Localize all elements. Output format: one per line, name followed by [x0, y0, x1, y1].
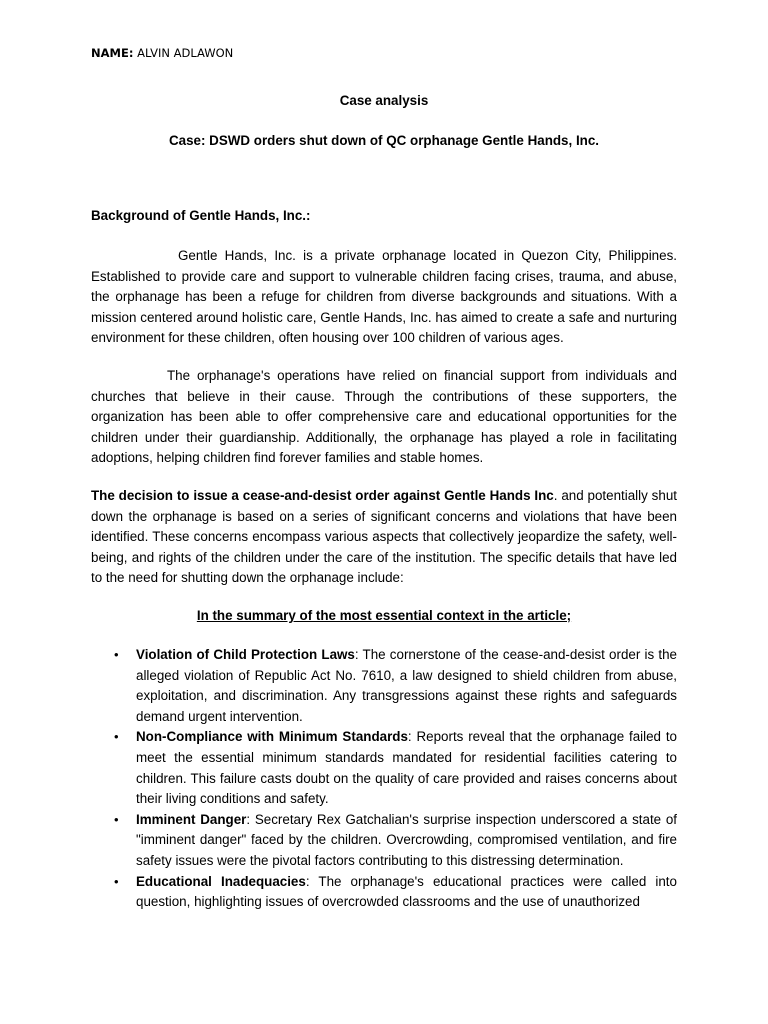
list-item: [114, 727, 677, 809]
bullet-icon: •: [114, 729, 119, 745]
summary-bullet-list: [114, 645, 678, 913]
list-item: [114, 872, 677, 913]
bullet-text: : Reports reveal that the orphanage failed to meet the essential minimum standards mandated for residential facilities catering to children. This failure casts doubt on the quality of care provided and raises concerns about their living conditions and safety.: [136, 729, 677, 807]
document-title: Case analysis: [339, 93, 429, 108]
decision-paragraph: [91, 486, 677, 589]
decision-bold-lead: The decision to issue a cease-and-desist order against Gentle Hands Inc: [91, 488, 554, 503]
name-label: NAME:: [91, 46, 134, 60]
name-value: ALVIN ADLAWON: [137, 46, 234, 60]
bullet-text: : The orphanage's educational practices were called into question, highlighting issues of overcrowded classrooms and the use of unauthorized: [136, 873, 677, 910]
case-title: Case: DSWD orders shut down of QC orphanage Gentle Hands, Inc.: [168, 133, 600, 148]
bullet-term: Violation of Child Protection Laws: [136, 647, 355, 662]
bullet-icon: •: [114, 811, 119, 827]
bullet-text: : The cornerstone of the cease-and-desist order is the alleged violation of Republic Act No. 7610, a law designed to shield children from abuse, exploitation, and discrimination. Any transgressions against these rights and safeguards demand urgent intervention.: [136, 647, 677, 724]
summary-heading: In the summary of the most essential context in the article;: [196, 608, 572, 623]
bullet-icon: •: [114, 873, 119, 889]
student-name-line: [91, 45, 233, 61]
bullet-icon: •: [114, 647, 119, 662]
list-item: [114, 810, 678, 872]
bullet-term: Non-Compliance with Minimum Standards: [136, 729, 408, 745]
bullet-term: Educational Inadequacies: [136, 873, 306, 889]
decision-rest: . and potentially shut down the orphanage is based on a series of significant concerns and violations that have been identified. These concerns encompass various aspects that collectively jeopardize the safety, well-being, and rights of the children under the care of the institution. The specific details that have led to the need for shutting down the orphanage include:: [91, 488, 677, 586]
bullet-text: : Secretary Rex Gatchalian's surprise inspection underscored a state of "imminent danger" faced by the children. Overcrowding, compromised ventilation, and fire safety issues were the pivotal factors contributing to this distressing determination.: [136, 811, 678, 868]
list-item: [114, 645, 677, 727]
background-paragraph-1: Gentle Hands, Inc. is a private orphanage located in Quezon City, Philippines. Established to provide care and support to vulnerable children facing crises, trauma, and abuse, the orphanage has been a refuge for children from diverse backgrounds and situations. With a mission centered around holistic care, Gentle Hands, Inc. has aimed to create a safe and nurturing environment for these children, often housing over 100 children of various ages.: [91, 248, 677, 346]
background-paragraph-2: The orphanage's operations have relied on financial support from individuals and churches that believe in their cause. Through the contributions of these supporters, the organization has been able to offer comprehensive care and educational opportunities for the children under their guardianship. Additionally, the orphanage has played a role in facilitating adoptions, helping children find forever families and stable homes.: [91, 368, 677, 466]
bullet-term: Imminent Danger: [136, 811, 247, 827]
background-heading: Background of Gentle Hands, Inc.:: [91, 208, 311, 223]
